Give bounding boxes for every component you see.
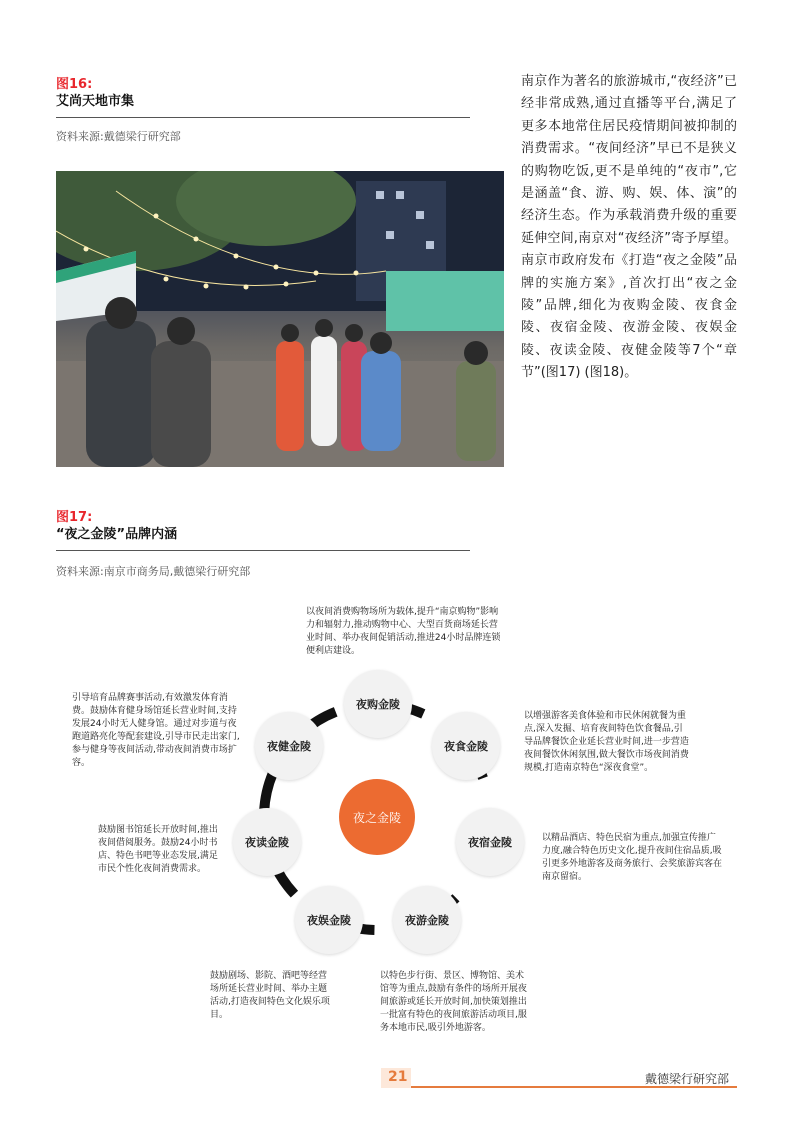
note-reading: 鼓励图书馆延长开放时间,推出夜间借阅服务。鼓励24小时书店、特色书吧等业态发展,满足市民个性化夜间消费需求。 [98, 825, 218, 874]
node-stay: 夜宿金陵 [456, 808, 524, 876]
night-market-photo [56, 171, 504, 467]
node-tour: 夜游金陵 [393, 886, 461, 954]
footer-brand: 戴德梁行研究部 [645, 1072, 730, 1086]
fig16-rule [56, 117, 470, 118]
fig16-label: 图16: [56, 77, 93, 92]
node-shopping: 夜购金陵 [344, 670, 412, 738]
note-food: 以增强游客美食体验和市民休闲就餐为重点,深入发掘、培育夜间特色饮食餐品,引导品牌餐饮企业延长营业时间,进一步营造夜间餐饮休闲氛围,做大餐饮市场夜间消费规模,打造南京特色“深夜食堂”。 [524, 711, 689, 773]
note-fitness: 引导培育品牌赛事活动,有效激发体育消费。鼓励体育健身场馆延长营业时间,支持发展24小时无人健身馆。通过对步道与夜跑道路亮化等配套建设,引导市民走出家门,参与健身等夜间活动,带动夜间消费市场扩容。 [72, 693, 240, 768]
page-number: 21 [388, 1069, 408, 1085]
node-entertainment: 夜娱金陵 [295, 886, 363, 954]
note-stay: 以精品酒店、特色民宿为重点,加强宣传推广力度,融合特色历史文化,提升夜间住宿品质,吸引更多外地游客及商务旅行、会奖旅游宾客在南京留宿。 [542, 833, 723, 882]
night-market-illustration [56, 171, 504, 467]
note-tour: 以特色步行街、景区、博物馆、美术馆等为重点,鼓励有条件的场所开展夜间旅游或延长开放时间,加快策划推出一批富有特色的夜间旅游活动项目,服务本地市民,吸引外地游客。 [380, 971, 527, 1033]
body-paragraph: 南京作为著名的旅游城市,“夜经济”已经非常成熟,通过直播等平台,满足了更多本地常住居民疫情期间被抑制的消费需求。“夜间经济”早已不是狭义的购物吃饭,更不是单纯的“夜市”,它是涵盖“食、游、购、娱、体、演”的经济生态。作为承载消费升级的重要延伸空间,南京对“夜经济”寄予厚望。南京市政府发布《打造“夜之金陵”品牌的实施方案》,首次打出“夜之金陵”品牌,细化为夜购金陵、夜食金陵、夜宿金陵、夜游金陵、夜娱金陵、夜读金陵、夜健金陵等7个“章节”(图17) (图18)。 [521, 74, 737, 381]
note-entertainment: 鼓励剧场、影院、酒吧等经营场所延长营业时间、举办主题活动,打造夜间特色文化娱乐项目。 [210, 971, 330, 1020]
node-reading: 夜读金陵 [233, 808, 301, 876]
node-food: 夜食金陵 [432, 712, 500, 780]
fig17-source: 资料来源:南京市商务局,戴德梁行研究部 [56, 565, 251, 578]
fig16-title: 艾尚天地市集 [56, 94, 135, 109]
fig17-label: 图17: [56, 510, 93, 525]
fig17-rule [56, 550, 470, 551]
brand-diagram [0, 600, 793, 1060]
center-node: 夜之金陵 [339, 779, 415, 855]
fig16-source: 资料来源:戴德梁行研究部 [56, 130, 181, 143]
note-shopping: 以夜间消费购物场所为载体,提升“南京购物”影响力和辐射力,推动购物中心、大型百货商场延长营业时间、举办夜间促销活动,推进24小时品牌连锁便利店建设。 [306, 607, 501, 656]
fig17-title: “夜之金陵”品牌内涵 [56, 527, 178, 542]
node-fitness: 夜健金陵 [255, 712, 323, 780]
